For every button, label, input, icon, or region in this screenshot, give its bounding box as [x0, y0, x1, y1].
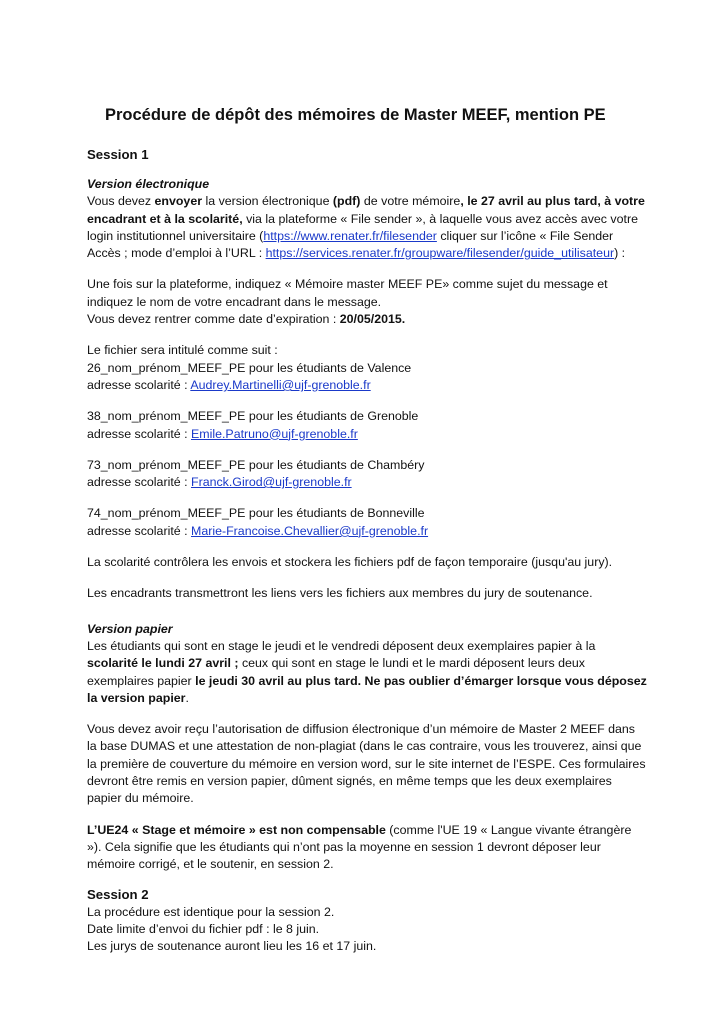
site-block-chambery: 73_nom_prénom_MEEF_PE pour les étudiants de Chambéry adresse scolarité : Franck.Girod@ujf-grenoble.fr [87, 457, 425, 490]
expiration-date: 20/05/2015. [339, 312, 406, 327]
site-block-bonneville: 74_nom_prénom_MEEF_PE pour les étudiants de Bonneville adresse scolarité : Marie-Francoise.Chevallier@ujf-grenoble.fr [87, 506, 429, 538]
email-link-chambery[interactable]: Franck.Girod@ujf-grenoble.fr [191, 475, 352, 490]
electronic-instructions: Vous devez envoyer la version électronique (pdf) de votre mémoire, le 27 avril au plus tard, à votre encadrant et à la scolarité, via la plateforme « File sender », à laquelle vous avez accès avec votre login institutionnel universitaire (https://www.renater.fr/filesender cliquer sur l’icône « File Sender Accès ; mode d’emploi à l’URL : https://services.renater.fr/groupware/filesender/guide_utilisateur) : [87, 194, 645, 261]
email-link-grenoble[interactable]: Emile.Patruno@ujf-grenoble.fr [191, 426, 358, 441]
filesender-link[interactable]: https://www.renater.fr/filesender [263, 228, 437, 243]
page-title: Procédure de dépôt des mémoires de Master MEEF, mention PE [105, 106, 606, 124]
site-file-name: 26_nom_prénom_MEEF_PE pour les étudiants de Valence [87, 360, 412, 375]
platform-instructions: Une fois sur la plateforme, indiquez « Mémoire master MEEF PE» comme sujet du message et indiquez le nom de votre encadrant dans le message. Vous devez rentrer comme date d’expiration : 20/05/2015. [87, 277, 608, 327]
email-link-bonneville[interactable]: Marie-Francoise.Chevallier@ujf-grenoble.fr [191, 523, 429, 538]
file-naming-block: Le fichier sera intitulé comme suit : 26_nom_prénom_MEEF_PE pour les étudiants de Valence adresse scolarité : Audrey.Martinelli@ujf-grenoble.fr [87, 343, 412, 392]
site-file-name: 74_nom_prénom_MEEF_PE pour les étudiants de Bonneville [87, 506, 425, 521]
filesender-guide-link[interactable]: https://services.renater.fr/groupware/filesender/guide_utilisateur [265, 246, 615, 261]
session-2-details: La procédure est identique pour la session 2. Date limite d’envoi du fichier pdf : le 8 juin. Les jurys de soutenance auront lieu les 16 et 17 juin. [87, 904, 377, 954]
paper-version-subheading: Version papier [87, 621, 173, 636]
site-block-grenoble: 38_nom_prénom_MEEF_PE pour les étudiants de Grenoble adresse scolarité : Emile.Patruno@ujf-grenoble.fr [87, 409, 419, 441]
electronic-version-subheading: Version électronique [87, 177, 210, 191]
authorization-note: Vous devez avoir reçu l’autorisation de diffusion électronique d’un mémoire de Master 2 MEEF dans la base DUMAS et une attestation de non-plagiat (dans le cas contraire, vous les trouverez, ainsi que la première de couverture du mémoire en version word, sur le site internet de l’ESPE. Ces formulaires devront être remis en version papier, dûment signés, en même temps que les deux exemplaires papier du mémoire. [87, 722, 646, 806]
ue24-note: L’UE24 « Stage et mémoire » est non compensable (comme l'UE 19 « Langue vivante étrangère »). Cela signifie que les étudiants qui n’ont pas la moyenne en session 1 devront déposer leur mémoire corrigé, et le soutenir, en session 2. [87, 822, 632, 872]
document-page [87, 104, 647, 969]
session-2-heading: Session 2 [87, 886, 149, 902]
session-1-heading: Session 1 [87, 147, 149, 162]
paper-instructions: Les étudiants qui sont en stage le jeudi et le vendredi déposent deux exemplaires papier à la scolarité le lundi 27 avril ; ceux qui sont en stage le lundi et le mardi déposent leurs deux exemplaires papier le jeudi 30 avril au plus tard. Ne pas oublier d’émarger lorsque vous déposez la version papier. [87, 638, 647, 705]
site-file-name: 73_nom_prénom_MEEF_PE pour les étudiants de Chambéry [87, 457, 425, 472]
transmit-note: Les encadrants transmettront les liens vers les fichiers aux membres du jury de soutenance. [87, 586, 593, 601]
email-link-valence[interactable]: Audrey.Martinelli@ujf-grenoble.fr [190, 377, 371, 392]
control-note: La scolarité contrôlera les envois et stockera les fichiers pdf de façon temporaire (jusqu'au jury). [87, 555, 613, 570]
site-file-name: 38_nom_prénom_MEEF_PE pour les étudiants de Grenoble [87, 409, 419, 424]
